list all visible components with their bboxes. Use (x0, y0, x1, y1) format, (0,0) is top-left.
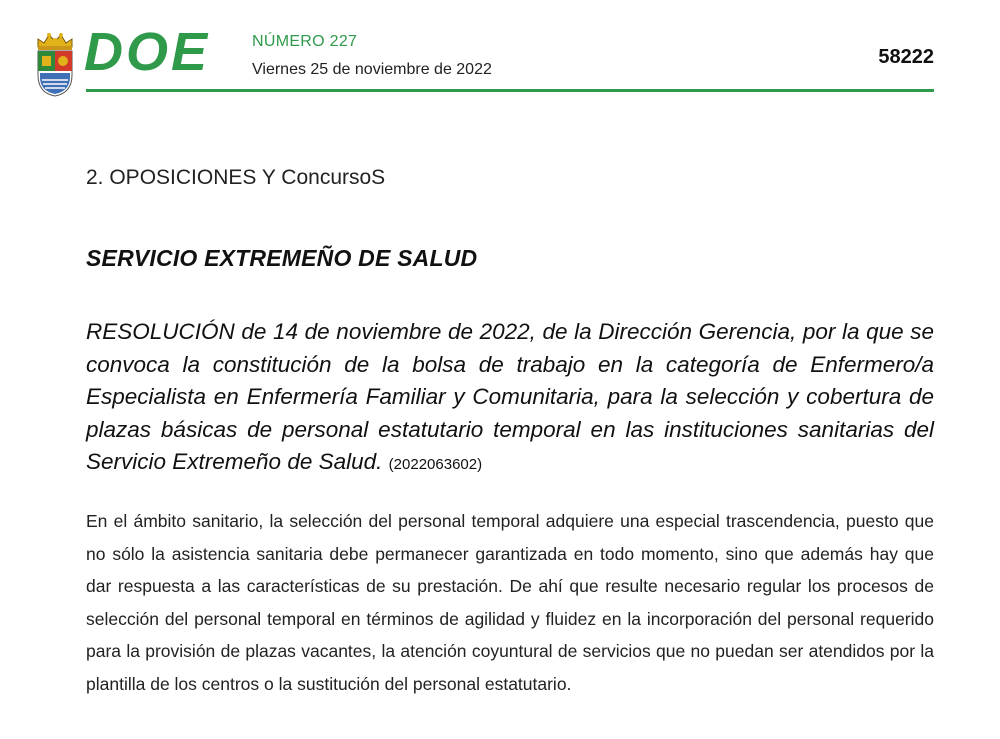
issue-number: NÚMERO 227 (252, 33, 358, 50)
header-divider (86, 89, 934, 92)
page-number: 58222 (878, 46, 934, 68)
publication-date: Viernes 25 de noviembre de 2022 (252, 61, 492, 78)
organization-heading: SERVICIO EXTREMEÑO DE SALUD (86, 245, 478, 271)
resolution-title-text: RESOLUCIÓN de 14 de noviembre de 2022, de la Dirección Gerencia, por la que se convoca la constitución de la bolsa de trabajo en la categoría de Enfermero/a Especialista en Enfermería Familiar y Comunitaria, para la selección y cobertura de plazas básicas de personal estatutario temporal en las instituciones sanitarias del Servicio Extremeño de Salud. (86, 319, 934, 474)
reference-number: (2022063602) (388, 456, 483, 473)
section-heading: 2. OPOSICIONES Y ConcursoS (86, 166, 386, 189)
doe-logo: DOE (84, 22, 211, 82)
resolution-title (86, 316, 934, 482)
body-paragraph: En el ámbito sanitario, la selección del personal temporal adquiere una especial trascendencia, puesto que no sólo la asistencia sanitaria debe permanecer garantizada en todo momento, sino que además hay que dar respuesta a las características de su prestación. De ahí que resulte necesario regular los procesos de selección del personal temporal en términos de agilidad y fluidez en la incorporación del personal requerido para la provisión de plazas vacantes, la atención coyuntural de servicios que no puedan ser atendidos por la plantilla de los centros o la sustitución del personal estatutario. (86, 511, 934, 694)
coat-of-arms-icon (33, 31, 77, 97)
page-header (0, 0, 1000, 100)
